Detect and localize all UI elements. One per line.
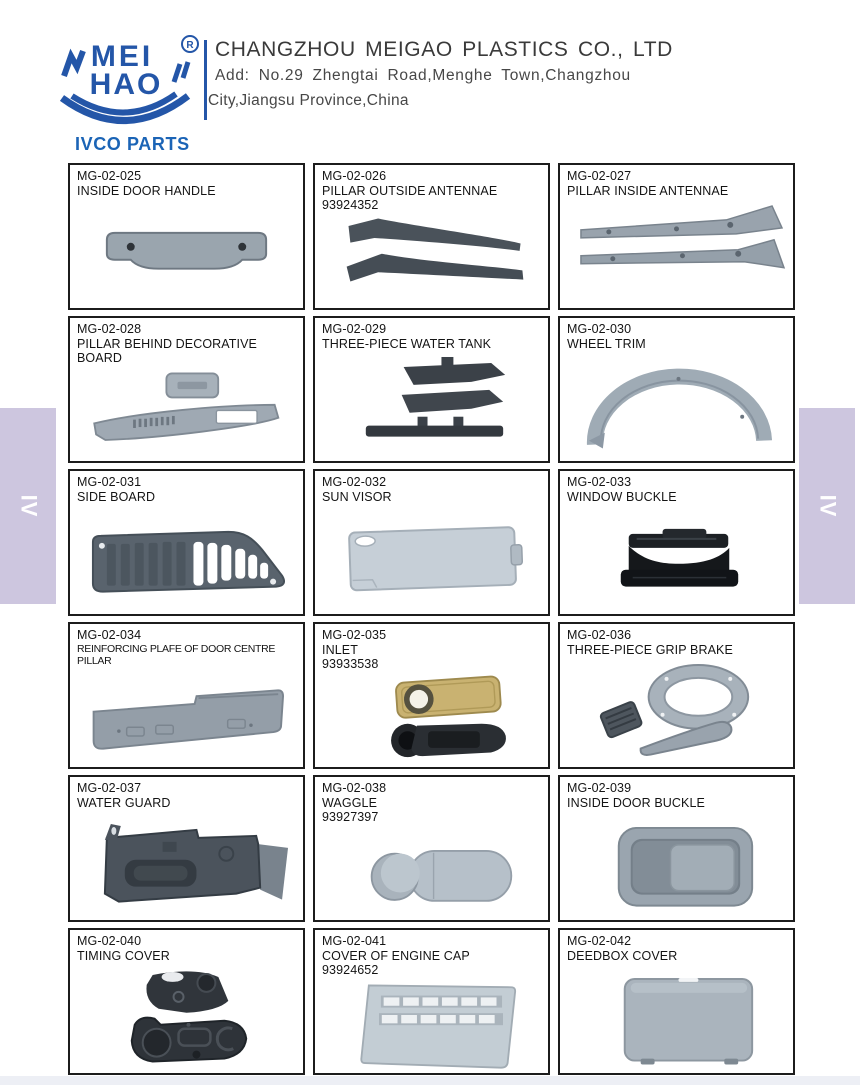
part-cell (68, 316, 305, 463)
part-photo-pillar-outside-antennae (322, 213, 541, 306)
part-code: MG-02-029 (322, 322, 387, 336)
part-name: SUN VISOR (322, 489, 392, 504)
part-cell (313, 622, 550, 769)
part-text (77, 628, 296, 667)
company-address-line1: Add: No.29 Zhengtai Road,Menghe Town,Changzhou (215, 67, 631, 84)
part-oem: 93933538 (322, 657, 379, 671)
part-text (567, 781, 786, 810)
part-code: MG-02-031 (77, 475, 142, 489)
part-text (322, 781, 541, 825)
part-code: MG-02-041 (322, 934, 387, 948)
part-name: DEEDBOX COVER (567, 948, 678, 963)
part-code: MG-02-032 (322, 475, 387, 489)
part-cell (68, 622, 305, 769)
meihao-logo (50, 32, 200, 128)
part-code: MG-02-025 (77, 169, 142, 183)
part-oem: 93927397 (322, 810, 379, 824)
part-photo-engine-cap-cover (322, 978, 541, 1071)
part-code: MG-02-039 (567, 781, 632, 795)
part-name: INSIDE DOOR BUCKLE (567, 795, 705, 810)
part-cell (558, 622, 795, 769)
part-oem: 93924352 (322, 198, 379, 212)
part-photo-reinforcing-plate (77, 667, 296, 764)
part-text (77, 475, 296, 504)
part-cell (558, 775, 795, 922)
part-photo-inside-door-buckle (567, 810, 786, 917)
part-name: INLET (322, 642, 358, 657)
section-tab-left (0, 408, 56, 604)
part-text (77, 322, 296, 366)
part-text (567, 475, 786, 504)
part-code: MG-02-037 (77, 781, 142, 795)
part-cell (313, 163, 550, 310)
part-photo-side-board (77, 504, 296, 611)
part-photo-wheel-trim (567, 351, 786, 458)
part-name: PILLAR BEHIND DECORATIVE BOARD (77, 336, 257, 365)
part-code: MG-02-033 (567, 475, 632, 489)
part-photo-waggle (322, 825, 541, 918)
part-text (567, 322, 786, 351)
page-title: IVCO PARTS (75, 134, 190, 154)
part-cell (313, 469, 550, 616)
part-photo-water-guard (77, 810, 296, 917)
part-name: WAGGLE (322, 795, 378, 810)
part-text (322, 628, 541, 672)
part-photo-inlet (322, 672, 541, 765)
part-name: THREE-PIECE WATER TANK (322, 336, 492, 351)
part-name: THREE-PIECE GRIP BRAKE (567, 642, 733, 657)
part-name: WATER GUARD (77, 795, 171, 810)
part-cell (558, 469, 795, 616)
company-name: CHANGZHOU MEIGAO PLASTICS CO., LTD (215, 38, 673, 61)
part-code: MG-02-038 (322, 781, 387, 795)
part-name: SIDE BOARD (77, 489, 156, 504)
parts-grid (68, 163, 795, 1075)
part-cell (68, 469, 305, 616)
svg-text:HAO: HAO (89, 68, 163, 101)
part-code: MG-02-034 (77, 628, 142, 642)
part-name: WHEEL TRIM (567, 336, 646, 351)
section-tab-label: IV (814, 494, 840, 518)
part-text (322, 934, 541, 978)
part-cell (68, 928, 305, 1075)
part-photo-deedbox-cover (567, 963, 786, 1070)
part-photo-window-buckle (567, 504, 786, 611)
part-name: COVER OF ENGINE CAP (322, 948, 470, 963)
part-oem: 93924652 (322, 963, 379, 977)
part-text (322, 322, 541, 351)
part-code: MG-02-030 (567, 322, 632, 336)
part-cell (68, 775, 305, 922)
part-code: MG-02-035 (322, 628, 387, 642)
part-code: MG-02-040 (77, 934, 142, 948)
part-cell (558, 928, 795, 1075)
part-name: PILLAR OUTSIDE ANTENNAE (322, 183, 498, 198)
part-photo-timing-cover (77, 963, 296, 1070)
part-cell (313, 928, 550, 1075)
part-code: MG-02-028 (77, 322, 142, 336)
part-cell (558, 316, 795, 463)
part-photo-pillar-inside-antennae (567, 198, 786, 305)
svg-text:MEI: MEI (90, 40, 154, 73)
header-divider (204, 40, 207, 120)
bottom-band (0, 1076, 860, 1085)
part-text (77, 169, 296, 198)
part-code: MG-02-026 (322, 169, 387, 183)
part-photo-inside-door-handle (77, 198, 296, 305)
company-address-line2: City,Jiangsu Province,China (208, 92, 409, 109)
part-cell (558, 163, 795, 310)
part-photo-decorative-board (77, 366, 296, 459)
part-text (77, 781, 296, 810)
part-text (567, 934, 786, 963)
part-name: PILLAR INSIDE ANTENNAE (567, 183, 729, 198)
part-code: MG-02-042 (567, 934, 632, 948)
part-text (567, 628, 786, 657)
section-tab-right (799, 408, 855, 604)
part-code: MG-02-036 (567, 628, 632, 642)
part-name: WINDOW BUCKLE (567, 489, 677, 504)
section-tab-label: IV (15, 494, 41, 518)
part-code: MG-02-027 (567, 169, 632, 183)
part-cell (68, 163, 305, 310)
svg-text:R: R (186, 40, 194, 51)
part-name: TIMING COVER (77, 948, 170, 963)
part-cell (313, 775, 550, 922)
part-cell (313, 316, 550, 463)
part-name: REINFORCING PLAFE OF DOOR CENTRE PILLAR (77, 642, 276, 667)
part-text (77, 934, 296, 963)
part-photo-sun-visor (322, 504, 541, 611)
meihao-logo-icon (50, 32, 200, 128)
part-photo-grip-brake (567, 657, 786, 764)
part-name: INSIDE DOOR HANDLE (77, 183, 216, 198)
part-text (567, 169, 786, 198)
part-photo-water-tank (322, 351, 541, 458)
part-text (322, 169, 541, 213)
part-text (322, 475, 541, 504)
